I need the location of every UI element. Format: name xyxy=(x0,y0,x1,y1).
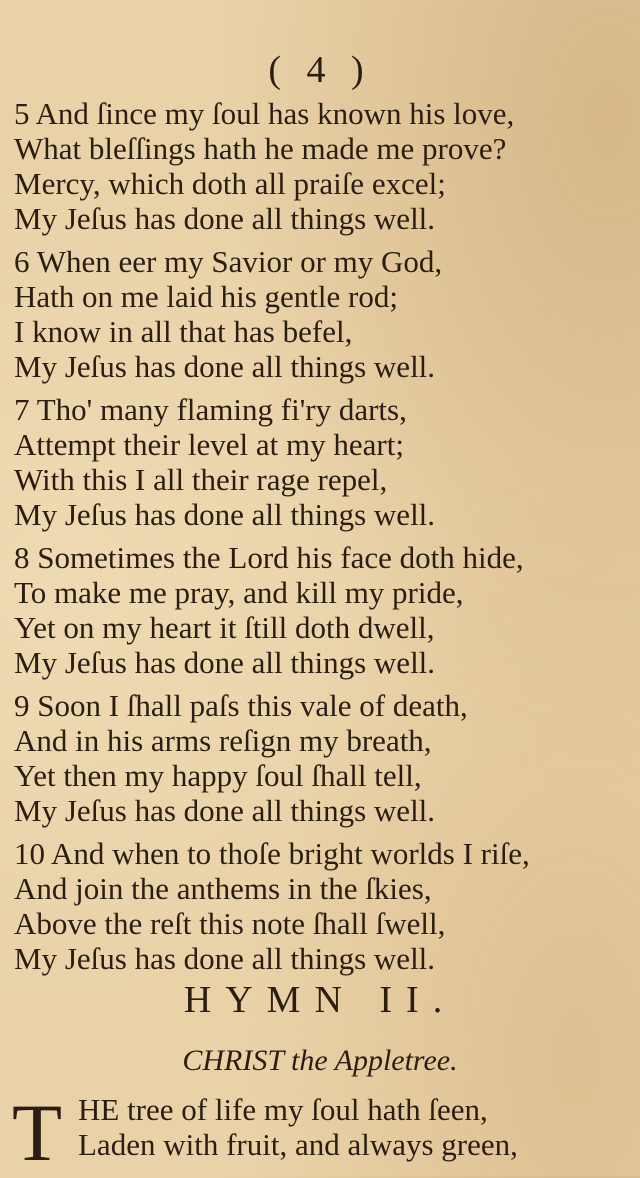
drop-cap: T xyxy=(12,1087,63,1178)
stanza xyxy=(14,244,624,384)
verse-line: Laden with fruit, and always green, xyxy=(78,1127,518,1162)
verse-line: My Jeſus has done all things well. xyxy=(14,497,436,532)
hymn-opening xyxy=(12,1087,632,1178)
verse-line: My Jeſus has done all things well. xyxy=(14,349,436,384)
verse-line: My Jeſus has done all things well. xyxy=(14,793,436,828)
hymn-subtitle: CHRIST the Appletree. xyxy=(182,1044,458,1077)
stanza xyxy=(14,540,624,680)
verse-line: My Jeſus has done all things well. xyxy=(14,201,436,236)
verse-line: Above the reſt this note ſhall ſwell, xyxy=(14,906,446,941)
verse-line: Yet then my happy ſoul ſhall tell, xyxy=(14,758,422,793)
verse-line: HE tree of life my ſoul hath ſeen, xyxy=(78,1092,488,1127)
verse-line: 7 Tho' many flaming fi'ry darts, xyxy=(14,392,407,427)
verse-line: I know in all that has befel, xyxy=(14,314,353,349)
verse-line: My Jeſus has done all things well. xyxy=(14,941,436,976)
verse-line: With this I all their rage repel, xyxy=(14,462,388,497)
verse-line: Attempt their level at my heart; xyxy=(14,427,404,462)
page-number: ( 4 ) xyxy=(268,49,372,91)
stanza-list xyxy=(14,96,624,984)
verse-line: 9 Soon I ſhall paſs this vale of death, xyxy=(14,688,468,723)
verse-line: 5 And ſince my ſoul has known his love, xyxy=(14,96,515,131)
verse-line: And join the anthems in the ſkies, xyxy=(14,871,432,906)
verse-line: 10 And when to thoſe bright worlds I riſe, xyxy=(14,836,530,871)
hymn-title: HYMN II. xyxy=(183,979,457,1021)
verse-line: 8 Sometimes the Lord his face doth hide, xyxy=(14,540,524,575)
verse-line: Mercy, which doth all praiſe excel; xyxy=(14,166,446,201)
verse-line: And in his arms reſign my breath, xyxy=(14,723,432,758)
stanza xyxy=(14,836,624,976)
stanza xyxy=(14,96,624,236)
verse-line: 6 When eer my Savior or my God, xyxy=(14,244,443,279)
stanza xyxy=(14,688,624,828)
stanza xyxy=(14,392,624,532)
verse-line: What bleſſings hath he made me prove? xyxy=(14,131,507,166)
verse-line: To make me pray, and kill my pride, xyxy=(14,575,464,610)
verse-line: Yet on my heart it ſtill doth dwell, xyxy=(14,610,435,645)
verse-line: My Jeſus has done all things well. xyxy=(14,645,436,680)
verse-line: Hath on me laid his gentle rod; xyxy=(14,279,398,314)
